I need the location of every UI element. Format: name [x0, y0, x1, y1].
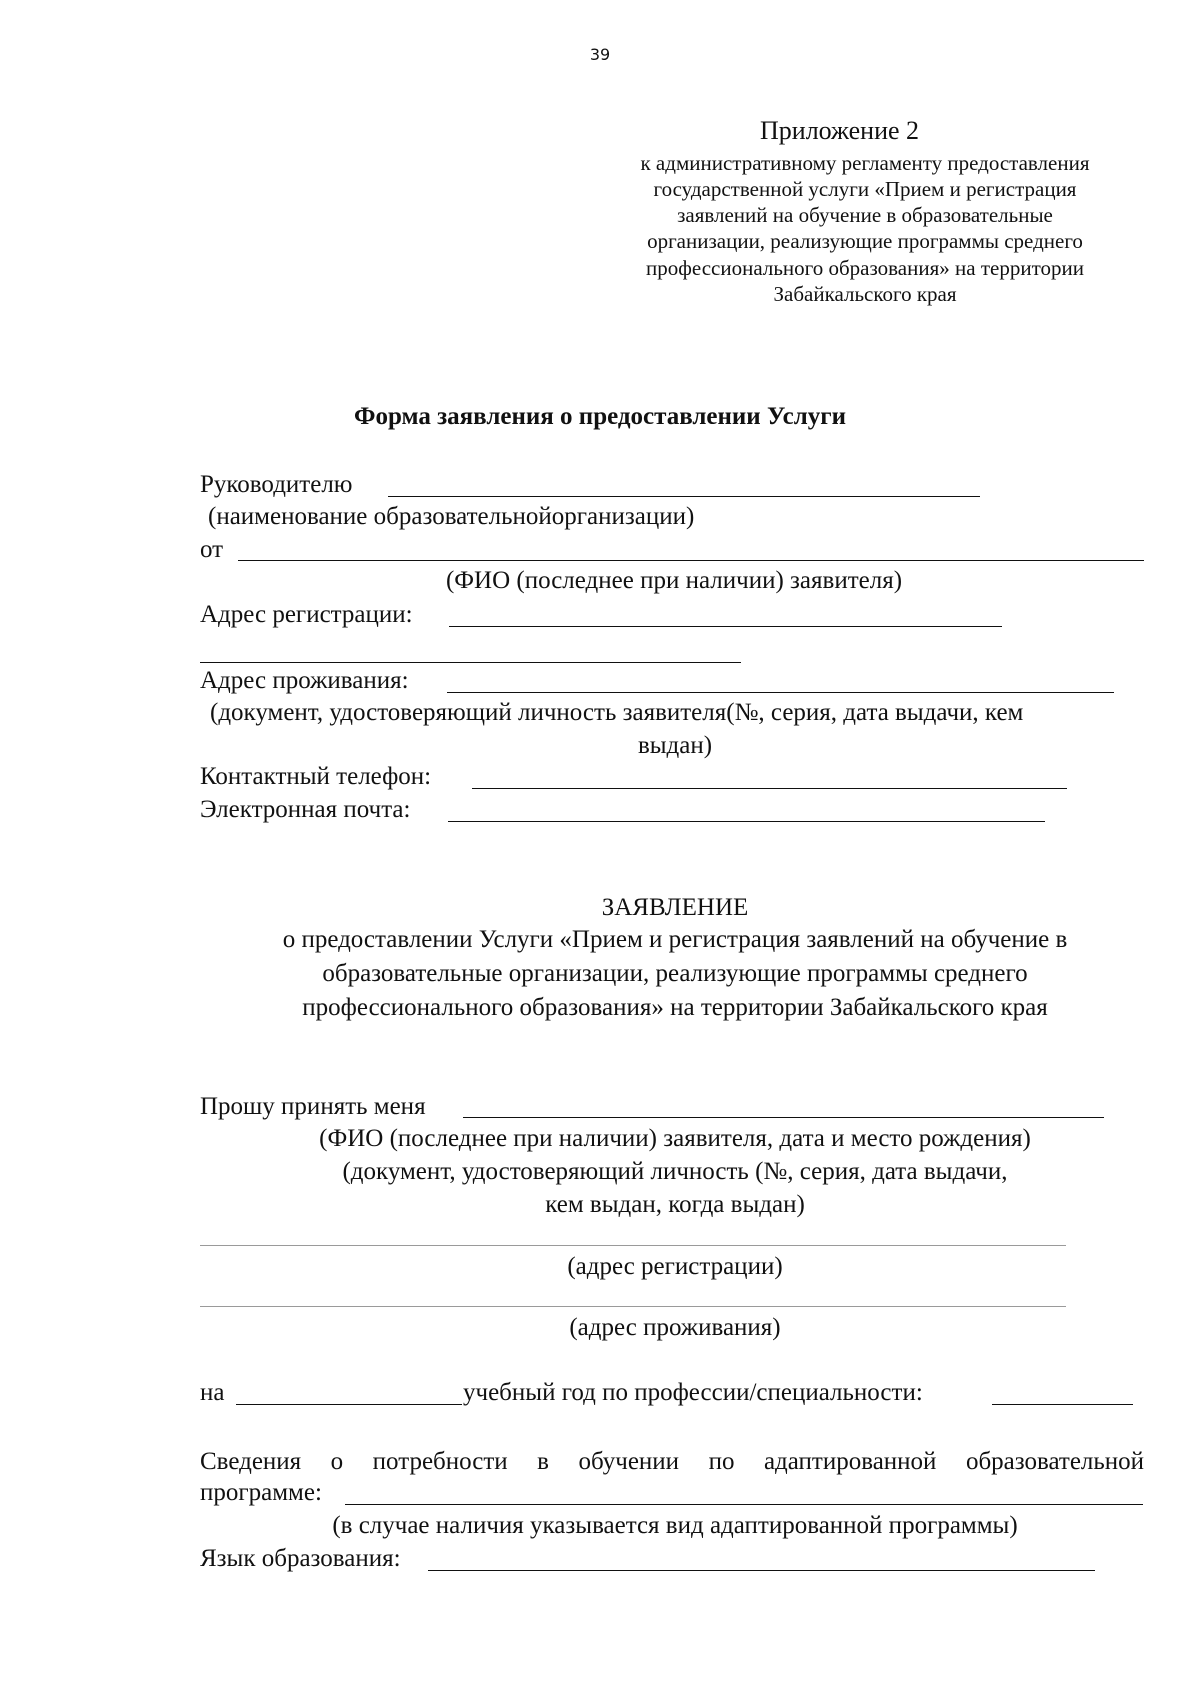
language-label: Язык образования: [200, 1545, 401, 1572]
doc-hint-line2: выдан) [637, 732, 713, 759]
form-title: Форма заявления о предоставлении Услуги [354, 403, 846, 430]
adapted-word: потребности [372, 1448, 508, 1475]
reg-address-hint: (адрес регистрации) [567, 1253, 783, 1280]
fio-field[interactable] [238, 560, 1144, 561]
adapted-word: адаптированной [763, 1448, 937, 1475]
fio-hint: (ФИО (последнее при наличии) заявителя) [445, 567, 903, 594]
reg-address-line[interactable] [200, 1245, 1066, 1246]
adapted-program-line1 [200, 1447, 1144, 1477]
adapted-word: по [708, 1448, 735, 1475]
year-prefix: на [200, 1379, 225, 1406]
from-label: от [200, 536, 224, 563]
applicant-doc-hint-line2: кем выдан, когда выдан) [545, 1191, 805, 1218]
adapted-word: обучении [578, 1448, 680, 1475]
reg-address-label: Адрес регистрации: [200, 601, 413, 628]
adapted-program-hint: (в случае наличия указывается вид адаптированной программы) [332, 1512, 1018, 1539]
org-hint: (наименование образовательнойорганизации) [208, 503, 695, 530]
appendix-line: организации, реализующие программы среднего [647, 229, 1083, 253]
appendix-line: государственной услуги «Прием и регистрация [653, 177, 1077, 201]
email-label: Электронная почта: [200, 796, 411, 823]
live-address-line[interactable] [200, 1306, 1066, 1307]
adapted-word: образовательной [965, 1448, 1145, 1475]
reg-address-field-continued[interactable] [200, 662, 741, 663]
adapted-word: о [330, 1448, 344, 1475]
phone-field[interactable] [472, 788, 1067, 789]
accept-label: Прошу принять меня [200, 1093, 426, 1120]
appendix-line: Забайкальского края [773, 282, 957, 306]
doc-hint-line1: (документ, удостоверяющий личность заявителя(№, серия, дата выдачи, кем [210, 699, 1024, 726]
appendix-line: заявлений на обучение в образовательные [677, 203, 1053, 227]
specialty-field[interactable] [992, 1404, 1133, 1405]
statement-line: образовательные организации, реализующие программы среднего [322, 960, 1028, 987]
to-label: Руководителю [200, 471, 353, 498]
applicant-details-field[interactable] [463, 1117, 1104, 1118]
adapted-word: Сведения [200, 1448, 302, 1475]
academic-year-field[interactable] [236, 1404, 462, 1405]
adapted-word: в [537, 1448, 549, 1475]
adapted-program-field[interactable] [345, 1504, 1143, 1505]
org-name-field[interactable] [388, 496, 980, 497]
live-address-field[interactable] [447, 692, 1114, 693]
adapted-program-label: программе: [200, 1479, 322, 1506]
appendix-line: к административному регламенту предоставления [640, 151, 1090, 175]
applicant-fio-hint: (ФИО (последнее при наличии) заявителя, дата и место рождения) [319, 1125, 1031, 1152]
email-field[interactable] [448, 821, 1045, 822]
appendix-line: профессионального образования» на территории [646, 256, 1084, 280]
live-address-label: Адрес проживания: [200, 667, 409, 694]
statement-heading: ЗАЯВЛЕНИЕ [601, 894, 749, 921]
live-address-hint: (адрес проживания) [569, 1314, 781, 1341]
page-number: 39 [589, 45, 611, 64]
language-field[interactable] [428, 1570, 1095, 1571]
reg-address-field[interactable] [449, 626, 1002, 627]
year-suffix: учебный год по профессии/специальности: [463, 1379, 923, 1406]
statement-line: профессионального образования» на территории Забайкальского края [302, 994, 1048, 1021]
phone-label: Контактный телефон: [200, 763, 432, 790]
appendix-title: Приложение 2 [760, 116, 920, 145]
statement-line: о предоставлении Услуги «Прием и регистрация заявлений на обучение в [282, 926, 1068, 953]
applicant-doc-hint-line1: (документ, удостоверяющий личность (№, серия, дата выдачи, [342, 1158, 1008, 1185]
